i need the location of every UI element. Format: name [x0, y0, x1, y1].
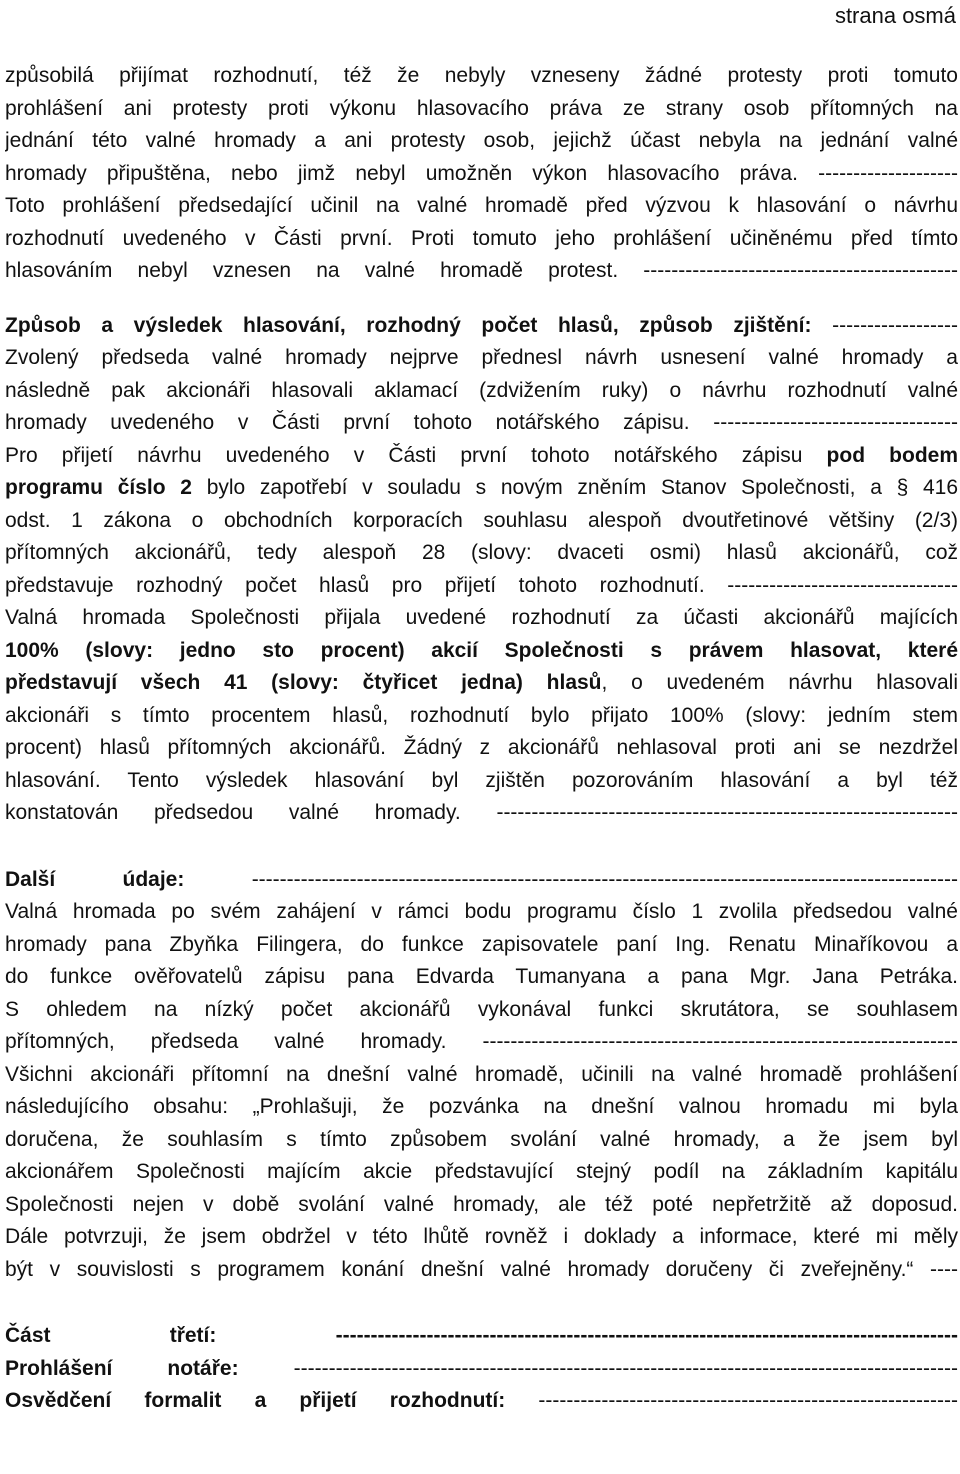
text-line	[5, 635, 958, 668]
section-heading-line	[5, 864, 958, 897]
text-line: Valná hromada Společnosti přijala uvedené rozhodnutí za účasti akcionářů majících	[5, 606, 958, 629]
spacer	[5, 288, 958, 310]
dash-filler: -----------------------------------------------------------------------------------------	[335, 1324, 958, 1347]
text-line: akcionářem Společnosti majícím akcie představující stejný podíl na základním kapitálu	[5, 1160, 958, 1183]
text-line: jednání této valné hromady a ani protesty osob, jejichž účast nebyla na jednání valné	[5, 129, 958, 152]
text-line: Společnosti nejen v době svolání valné hromady, ale též poté nepřetržitě až doposud.	[5, 1192, 958, 1216]
text-line	[5, 472, 958, 505]
text-line: rozhodnutí uvedeného v Části první. Proti tomuto jeho prohlášení učiněnému před tímto	[5, 226, 958, 250]
text-line: hlasováním nebyl vznesen na valné hromadě protest. ---------------------------------------------	[5, 259, 958, 282]
bold-run: programu číslo 2	[5, 476, 192, 499]
text-line	[5, 667, 958, 700]
text-run: bylo zapotřebí v souladu s novým zněním Stanov Společnosti, a § 416	[206, 476, 958, 499]
bold-run: 100% (slovy: jedno sto procent) akcií Společnosti s právem hlasovat, které	[5, 638, 958, 662]
text-line: následujícího obsahu: „Prohlašuji, že pozvánka na dnešní valnou hromadu mi byla	[5, 1095, 958, 1118]
dash-filler: ------------------------------------------------------------	[538, 1389, 958, 1412]
text-line: Zvolený předseda valné hromady nejprve přednesl návrh usnesení valné hromady a	[5, 346, 958, 369]
section-heading: Část třetí:	[5, 1324, 217, 1347]
text-line: doručena, že souhlasím s tímto způsobem svolání valné hromady, a že jsem byl	[5, 1127, 958, 1151]
spacer	[5, 1286, 958, 1320]
dash-filler: -----------------------------------------------------------------------------------------------	[293, 1356, 958, 1380]
text-line: procent) hlasů přítomných akcionářů. Žádný z akcionářů nehlasoval proti ani se nezdržel	[5, 736, 958, 759]
text-line: přítomných, předseda valné hromady. --------------------------------------------------------------------	[5, 1030, 958, 1053]
spacer	[5, 830, 958, 864]
text-line: následně pak akcionáři hlasovali aklamací (zdvižením ruky) o návrhu rozhodnutí valné	[5, 378, 958, 402]
section-heading-line	[5, 310, 958, 343]
subheading-line	[5, 1385, 958, 1418]
text-run: , o uvedeném návrhu hlasovali	[601, 671, 958, 694]
text-line: konstatován předsedou valné hromady. ------------------------------------------------------------------	[5, 801, 958, 824]
document-body	[5, 60, 958, 1418]
text-line: představuje rozhodný počet hlasů pro přijetí tohoto rozhodnutí. ---------------------------------	[5, 573, 958, 597]
section-heading: Způsob a výsledek hlasování, rozhodný počet hlasů, způsob zjištění:	[5, 313, 812, 337]
paragraph-intro	[5, 60, 958, 288]
text-line: přítomných akcionářů, tedy alespoň 28 (slovy: dvaceti osmi) hlasů akcionářů, což	[5, 541, 958, 564]
dash-filler: -----------------------------------------------------------------------------------------------------	[251, 867, 958, 891]
section-heading-line	[5, 1320, 958, 1353]
dash-filler: ------------------	[832, 313, 958, 337]
section-part-three	[5, 1320, 958, 1418]
bold-run: představují všech 41 (slovy: čtyřicet jedna) hlasů	[5, 671, 602, 694]
text-line: prohlášení ani protesty proti výkonu hlasovacího práva ze strany osob přítomných na	[5, 96, 958, 120]
section-heading: Další údaje:	[5, 867, 185, 891]
subheading-line	[5, 1353, 958, 1386]
subheading: Osvědčení formalit a přijetí rozhodnutí:	[5, 1389, 506, 1412]
text-line: odst. 1 zákona o obchodních korporacích souhlasu alespoň dvoutřetinové většiny (2/3)	[5, 508, 958, 532]
text-line	[5, 440, 958, 473]
text-line: Toto prohlášení předsedající učinil na valné hromadě před výzvou k hlasování o návrhu	[5, 194, 958, 217]
text-line: být v souvislosti s programem konání dnešní valné hromady doručeny či zveřejněny.“ ----	[5, 1257, 958, 1281]
text-line: hlasování. Tento výsledek hlasování byl zjištěn pozorováním hlasování a byl též	[5, 768, 958, 792]
page-number-label: strana osmá	[834, 3, 956, 28]
text-line: Dále potvrzuji, že jsem obdržel v této lhůtě rovněž i doklady a informace, které mi měly	[5, 1225, 958, 1248]
text-line: Všichni akcionáři přítomní na dnešní valné hromadě, učinili na valné hromadě prohlášení	[5, 1062, 958, 1086]
text-line: Valná hromada po svém zahájení v rámci bodu programu číslo 1 zvolila předsedou valné	[5, 900, 958, 923]
text-line: akcionáři s tímto procentem hlasů, rozhodnutí bylo přijato 100% (slovy: jedním stem	[5, 703, 958, 727]
section-other-data	[5, 864, 958, 1287]
text-line: hromady uvedeného v Části první tohoto notářského zápisu. -----------------------------------	[5, 411, 958, 434]
text-run: Pro přijetí návrhu uvedeného v Části první tohoto notářského zápisu	[5, 443, 803, 467]
text-line: S ohledem na nízký počet akcionářů vykonával funkci skrutátora, se souhlasem	[5, 997, 958, 1021]
text-line: hromady pana Zbyňka Filingera, do funkce zapisovatele paní Ing. Renatu Minaříkovou a	[5, 932, 958, 956]
text-line: hromady připuštěna, nebo jimž nebyl umožněn výkon hlasovacího práva. --------------------	[5, 161, 958, 185]
section-voting	[5, 310, 958, 830]
subheading: Prohlášení notáře:	[5, 1356, 239, 1380]
text-line: způsobilá přijímat rozhodnutí, též že nebyly vzneseny žádné protesty proti tomuto	[5, 64, 958, 87]
text-line: do funkce ověřovatelů zápisu pana Edvarda Tumanyana a pana Mgr. Jana Petráka.	[5, 965, 958, 988]
bold-run: pod bodem	[826, 443, 958, 467]
